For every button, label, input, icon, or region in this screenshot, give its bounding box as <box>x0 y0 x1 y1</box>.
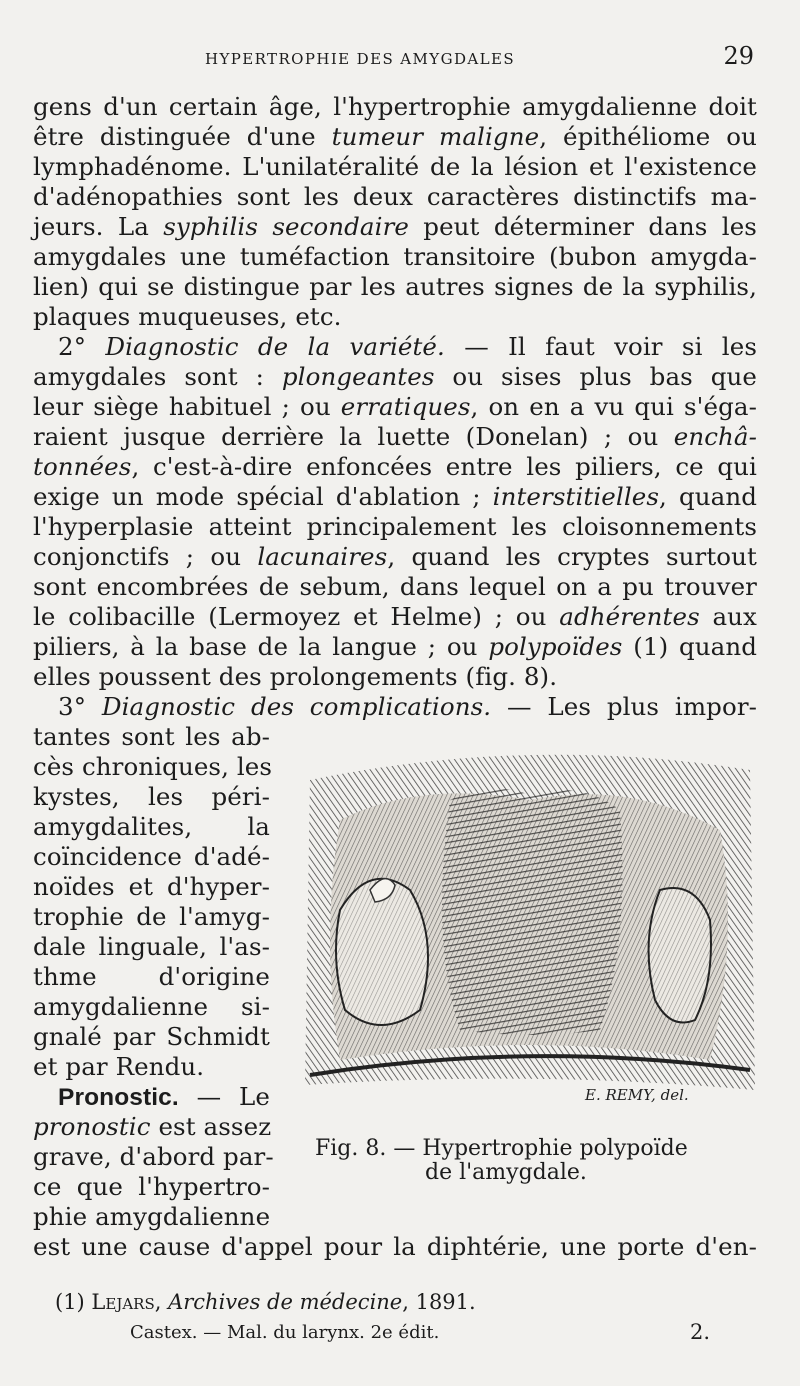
text-line <box>33 602 757 632</box>
text-line <box>33 332 757 362</box>
text-line: sont encombrées de sebum, dans lequel on a pu trouver <box>33 572 757 601</box>
text-run-italic: plongeantes <box>281 362 435 391</box>
text-line: coïncidence d'adé- <box>33 842 270 871</box>
text-line: amygdalites, la <box>33 812 270 841</box>
text-line: tantes sont les ab- <box>33 722 270 751</box>
text-run: (1) quand <box>622 632 758 661</box>
text-run: , épithéliome ou <box>539 122 758 151</box>
text-line: cès chroniques, les <box>33 752 273 781</box>
text-run: peut déterminer dans les <box>408 212 757 241</box>
text-run: — Le <box>178 1082 270 1111</box>
text-run: leur siège habituel ; ou <box>33 392 341 421</box>
gathering-signature: 2. <box>690 1320 711 1344</box>
text-run: — Il faut voir si les <box>444 332 757 361</box>
text-line: ce que l'hypertro- <box>33 1172 270 1201</box>
text-run: , quand les cryptes surtout <box>387 542 757 571</box>
text-line <box>33 1082 270 1112</box>
text-line: lymphadénome. L'unilatéralité de la lésion et l'existence <box>33 152 757 181</box>
text-run: — Les plus impor- <box>491 692 758 721</box>
text-line <box>33 482 757 512</box>
figure-caption-line1: Fig. 8. — Hypertrophie polypoïde <box>315 1136 688 1161</box>
text-run: piliers, à la base de la langue ; ou <box>33 632 489 661</box>
text-run-italic: tonnées <box>33 452 132 481</box>
text-run-italic: adhérentes <box>559 602 700 631</box>
text-line: l'hyperplasie atteint principalement les cloisonnements <box>33 512 757 541</box>
text-line: gnalé par Schmidt <box>33 1022 270 1051</box>
text-run: être distinguée d'une <box>33 122 332 151</box>
text-run: , c'est-à-dire enfoncées entre les piliers, ce qui <box>131 452 757 481</box>
text-run: conjonctifs ; ou <box>33 542 258 571</box>
engraving-figure <box>300 740 760 1108</box>
text-run: 2° <box>58 332 106 361</box>
text-line <box>33 212 757 242</box>
footnote-author: Lejars, <box>91 1290 169 1314</box>
text-line: gens d'un certain âge, l'hypertrophie amygdalienne doit <box>33 92 757 121</box>
text-line: grave, d'abord par- <box>33 1142 274 1171</box>
text-line: kystes, les péri- <box>33 782 270 811</box>
text-line <box>33 392 757 422</box>
text-line: d'adénopathies sont les deux caractères distinctifs ma- <box>33 182 757 211</box>
text-line: dale linguale, l'as- <box>33 932 270 961</box>
text-run-italic: erratiques <box>340 392 471 421</box>
text-run: exige un mode spécial d'ablation ; <box>33 482 493 511</box>
text-run: 3° <box>58 692 102 721</box>
text-run-italic: interstitielles <box>492 482 660 511</box>
text-line: thme d'origine <box>33 962 270 991</box>
footnote-title: Archives de médecine <box>168 1290 403 1314</box>
text-run: , on en a vu qui s'éga- <box>470 392 757 421</box>
text-line <box>33 1112 270 1142</box>
printer-signature-line <box>130 1322 720 1343</box>
text-run-italic: pronostic <box>33 1112 151 1141</box>
text-run: aux <box>699 602 757 631</box>
text-line: noïdes et d'hyper- <box>33 872 270 901</box>
figure-caption-line2: de l'amygdale. <box>425 1160 587 1185</box>
section-heading-italic: Diagnostic de la variété. <box>105 332 445 361</box>
text-line <box>33 542 757 572</box>
text-run-italic: enchâ- <box>673 422 757 451</box>
printer-mark-text: Castex. — Mal. du larynx. 2e édit. <box>130 1322 440 1343</box>
section-heading-bold: Pronostic. <box>58 1084 179 1111</box>
text-line: trophie de l'amyg- <box>33 902 270 931</box>
section-heading-italic: Diagnostic des complications. <box>101 692 492 721</box>
footnote <box>55 1290 476 1314</box>
engraver-signature: E. REMY, del. <box>585 1086 689 1104</box>
text-run-italic: syphilis secondaire <box>163 212 409 241</box>
footnote-year: , 1891. <box>402 1290 476 1314</box>
text-run: , quand <box>659 482 758 511</box>
text-line: plaques muqueuses, etc. <box>33 302 342 331</box>
text-line: amygdales une tuméfaction transitoire (bubon amygda- <box>33 242 757 271</box>
text-run: est assez <box>150 1112 272 1141</box>
footnote-mark: (1) <box>55 1290 92 1314</box>
text-run-italic: lacunaires <box>257 542 388 571</box>
tonsil-engraving <box>300 740 760 1108</box>
running-title: HYPERTROPHIE DES AMYGDALES <box>205 50 516 68</box>
text-line: amygdalienne si- <box>33 992 270 1021</box>
page-header <box>0 42 800 78</box>
text-run: amygdales sont : <box>33 362 282 391</box>
text-line: elles poussent des prolongements (fig. 8). <box>33 662 558 691</box>
text-line <box>33 452 757 482</box>
text-line: phie amygdalienne <box>33 1202 271 1231</box>
text-line <box>33 692 757 722</box>
text-line <box>33 632 757 662</box>
text-line: lien) qui se distingue par les autres signes de la syphilis, <box>33 272 757 301</box>
page-number: 29 <box>723 42 754 70</box>
text-run: ou sises plus bas que <box>434 362 758 391</box>
text-line: est une cause d'appel pour la diphtérie, une porte d'en- <box>33 1232 757 1261</box>
text-run: raient jusque derrière la luette (Donelan) ; ou <box>33 422 674 451</box>
text-run-italic: tumeur maligne <box>331 122 540 151</box>
text-run-italic: polypoïdes <box>488 632 623 661</box>
text-line <box>33 422 757 452</box>
text-run: jeurs. La <box>33 212 164 241</box>
text-line <box>33 362 757 392</box>
text-run: le colibacille (Lermoyez et Helme) ; ou <box>33 602 560 631</box>
text-line <box>33 122 757 152</box>
text-line: et par Rendu. <box>33 1052 205 1081</box>
